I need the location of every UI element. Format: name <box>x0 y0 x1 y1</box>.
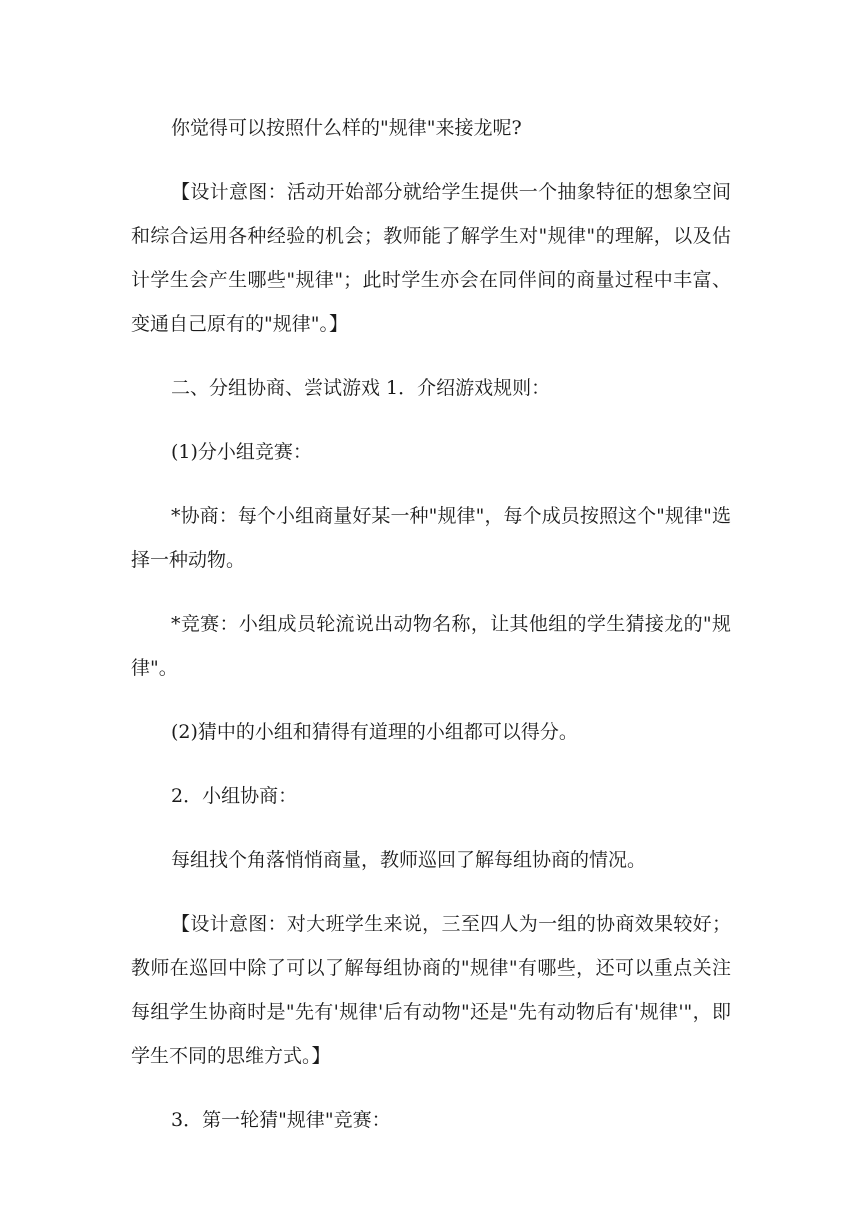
paragraph-question: 你觉得可以按照什么样的"规律"来接龙呢? <box>171 117 522 139</box>
paragraph-step-2: 2．小组协商： <box>171 785 298 807</box>
paragraph-rule-2: (2)猜中的小组和猜得有道理的小组都可以得分。 <box>171 721 578 743</box>
paragraph-rule-1: (1)分小组竞赛： <box>171 441 312 463</box>
document-body <box>131 106 731 1162</box>
paragraph-step-3: 3．第一轮猜"规律"竞赛： <box>171 1109 391 1131</box>
paragraph-section-heading: 二、分组协商、尝试游戏 1．介绍游戏规则： <box>171 377 551 399</box>
paragraph-design-intent-1: 【设计意图：活动开始部分就给学生提供一个抽象特征的想象空间和综合运用各种经验的机会；教师能了解学生对"规律"的理解，以及估计学生会产生哪些"规律"；此时学生亦会在同伴间的商量过程中丰富、变通自己原有的"规律"。】 <box>131 181 731 335</box>
paragraph-design-intent-2: 【设计意图：对大班学生来说，三至四人为一组的协商效果较好；教师在巡回中除了可以了解每组协商的"规律"有哪些，还可以重点关注每组学生协商时是"先有'规律'后有动物"还是"先有动物后有'规律'"，即学生不同的思维方式。】 <box>131 913 731 1067</box>
paragraph-group-discussion: 每组找个角落悄悄商量，教师巡回了解每组协商的情况。 <box>171 849 647 871</box>
paragraph-negotiate: *协商：每个小组商量好某一种"规律"，每个成员按照这个"规律"选择一种动物。 <box>131 505 731 571</box>
paragraph-compete: *竞赛：小组成员轮流说出动物名称，让其他组的学生猜接龙的"规律"。 <box>131 613 731 679</box>
